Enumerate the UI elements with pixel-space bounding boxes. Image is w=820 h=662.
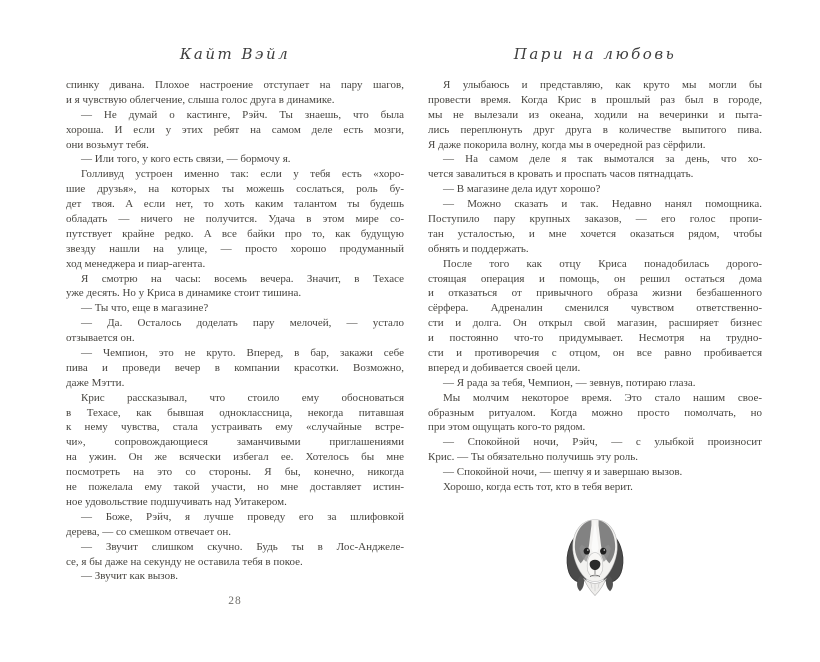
text-line: Крис. — Ты обязательно получишь эту роль. [428, 451, 638, 464]
text-line: — Боже, Рэйч, я лучше проведу его за шлифовкой [81, 510, 404, 523]
text-line: Мы молчим некоторое время. Это стало нашим свое- [443, 391, 762, 404]
text-line: — Да. Осталось доделать пару мелочей, — устало [81, 317, 404, 330]
text-line: дет твоя. А если нет, то хоть каким талантом ты будешь [66, 198, 404, 211]
text-line: спинку дивана. Плохое настроение отступает на пару шагов, [66, 79, 404, 91]
text-line: они возьмут тебя. [66, 138, 149, 151]
text-line: обладать — ничего не получится. Удача в этом мире со- [66, 213, 404, 226]
text-line: не пожелала ему такой участи, но мне доставляет истин- [66, 481, 404, 494]
text-line: на ужин. Он же всячески избегал ее. Хотелось бы мне [66, 451, 404, 464]
text-line: в Техасе, как бывшая одноклассница, некогда питавшая [66, 406, 404, 419]
beagle-dog-illustration [559, 511, 631, 597]
text-line: хороша. И если у этих ребят на самом деле есть мозги, [66, 123, 404, 136]
text-line: сёрфера. Адреналин сменился чувством ответственно- [428, 302, 762, 315]
text-line: дерева, — со смешком отвечает он. [66, 525, 232, 538]
text-line: лись переплюнуть друг друга в количестве выпитого пива. [428, 123, 762, 136]
text-line: Я даже покорила волну, когда мы в очередной раз сёрфили. [428, 138, 706, 151]
page-number: 28 [228, 595, 242, 608]
text-line: стоящая операция и помощь, он решил остаться дома [428, 272, 762, 285]
text-line: и я чувствую облегчение, слыша голос друга в динамике. [66, 93, 335, 106]
text-line: уже десять. Но у Криса в динамике стоит тишина. [66, 287, 302, 300]
text-line: се, я бы даже на секунду не оставила тебя в покое. [66, 555, 303, 568]
text-line: тан усталостью, и мне хочется оказаться рядом, чтобы [428, 227, 762, 240]
text-line: даже Мэтти. [66, 376, 125, 389]
text-line: — Можно сказать и так. Недавно нанял помощника. [443, 198, 762, 211]
text-line: и отказаться от привычного образа жизни безбашенного [428, 287, 762, 300]
text-line: и постоянно что-то придумывает. Несмотря на трудно- [428, 332, 762, 345]
text-line: Крис рассказывал, что стоило ему обосноваться [81, 391, 404, 404]
text-line: — Чемпион, это не круто. Вперед, в бар, закажи себе [81, 347, 404, 360]
right-page-text [428, 78, 762, 495]
text-line: — Спокойной ночи, — шепчу я и завершаю вызов. [443, 466, 683, 479]
text-line: образным ритуалом. Когда можно просто помолчать, но [428, 406, 762, 419]
text-line: звезду нашли на улице, — просто хорошо продуманный [66, 242, 404, 255]
text-line: — На самом деле я так вымотался за день, что хо- [443, 153, 762, 166]
text-line: Я улыбаюсь и представляю, как круто мы могли бы [443, 79, 762, 91]
text-line: путствует крайне редко. А все байки про то, как будущую [66, 227, 404, 240]
text-line: чется завалиться в кровать и проспать часов пятнадцать. [428, 168, 694, 181]
left-page [66, 44, 404, 607]
text-line: — Я рада за тебя, Чемпион, — зевнув, потираю глаза. [443, 376, 696, 389]
author-running-header: Кайт Вэйл [179, 45, 291, 63]
text-line: вперед и добивается своей цели. [428, 361, 581, 374]
left-page-text [66, 78, 404, 584]
text-line: Голливуд устроен именно так: если у тебя есть «хоро- [81, 168, 404, 181]
text-line: сти и противоречия с отцом, он все равно пробивается [428, 347, 762, 360]
text-line: — Звучит слишком скучно. Будь ты в Лос-Анджеле- [81, 540, 404, 553]
text-line: отзывается он. [66, 332, 135, 345]
text-line: шие друзья», на которых ты можешь сослаться, роль бу- [66, 183, 404, 196]
text-line: чи», сопровождающиеся заманчивыми приглашениями [66, 436, 404, 449]
text-line: посмотреть на это со стороны. Я бы, конечно, никогда [66, 466, 404, 479]
text-line: Поступило пару крупных заказов, — его голос пропи- [428, 213, 762, 226]
text-line: Я смотрю на часы: восемь вечера. Значит, в Техасе [81, 272, 404, 285]
text-line: — Не думай о кастинге, Рэйч. Ты знаешь, что была [81, 108, 404, 121]
text-line: сти и долга. Он открыл свой магазин, расширяет бизнес [428, 317, 762, 330]
text-line: — Спокойной ночи, Рэйч, — с улыбкой произносит [443, 436, 762, 449]
title-running-header: Пари на любовь [513, 45, 677, 63]
text-line: — Ты что, еще в магазине? [81, 302, 209, 315]
text-line: провести время. Когда Крис в прошлый раз был в городе, [428, 93, 762, 106]
text-line: — Звучит как вызов. [81, 570, 179, 583]
text-line: Хорошо, когда есть тот, кто в тебя верит. [443, 481, 633, 494]
text-line: После того как отцу Криса понадобилась дорого- [443, 257, 762, 270]
text-line: обнять и поддержать. [428, 242, 529, 255]
text-line: при этом ощущать кого-то рядом. [428, 421, 586, 434]
text-line: — Или того, у кого есть связи, — бормочу я. [81, 153, 291, 166]
text-line: пива и проведи вечер в компании красотки. Возможно, [66, 361, 404, 374]
text-line: — В магазине дела идут хорошо? [443, 183, 601, 196]
text-line: мы не вылезали из океана, ходили на вечеринки и пыта- [428, 108, 762, 121]
text-line: ход менеджера и пиар-агента. [66, 257, 206, 270]
right-page [428, 44, 762, 597]
beagle-dog-icon [559, 511, 631, 597]
text-line: к нему чувства, стала устраивать ему «случайные встре- [66, 421, 404, 434]
text-line: ное удовольствие подшучивать над Уитакером. [66, 495, 287, 508]
